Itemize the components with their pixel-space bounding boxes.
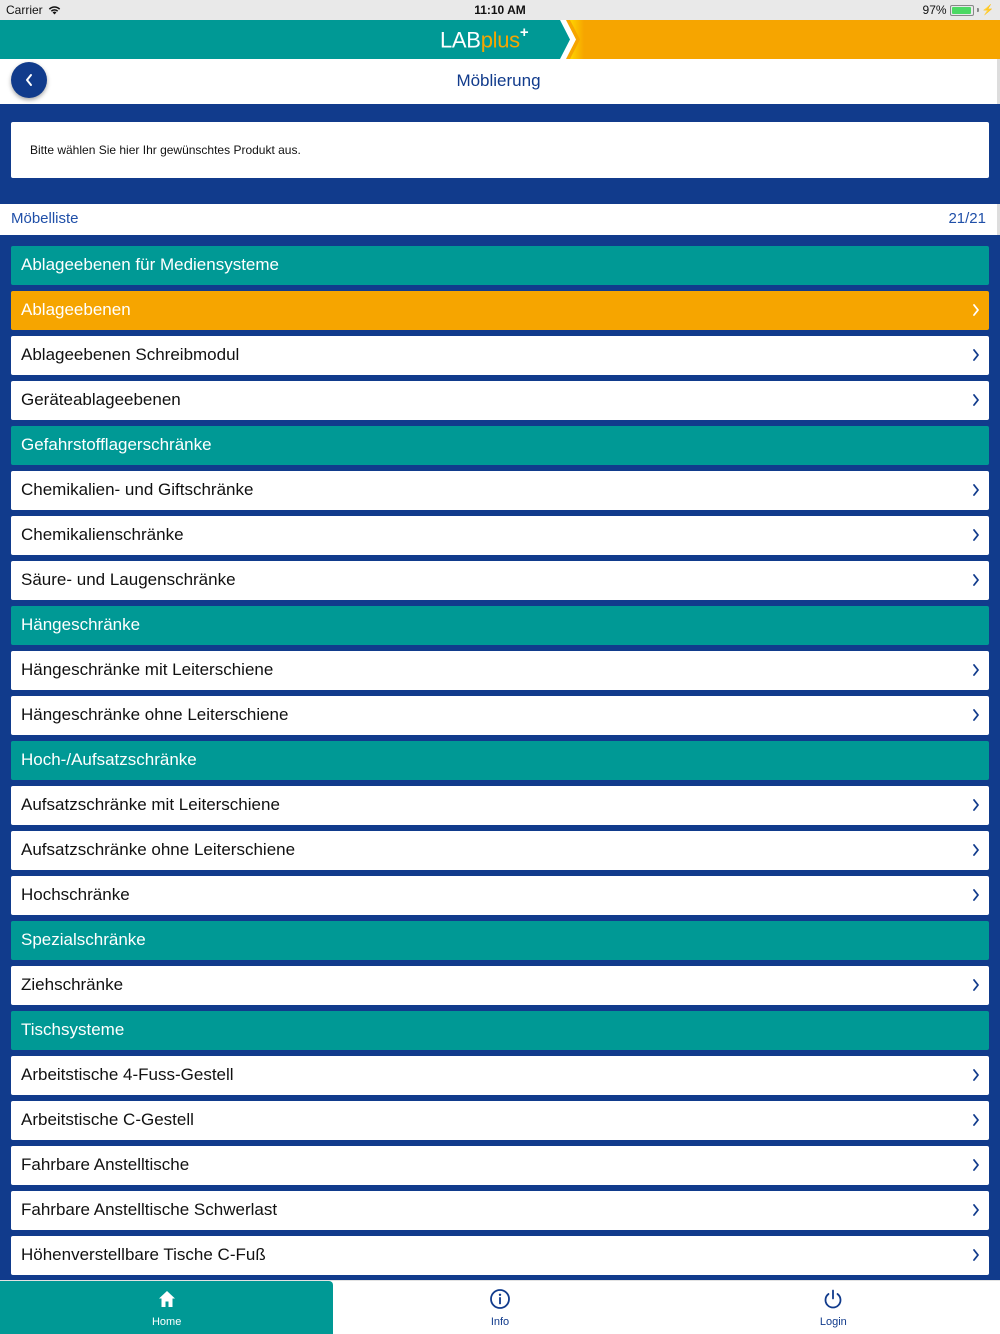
item-label: Geräteablageebenen	[21, 390, 181, 409]
item-label: Hängeschränke mit Leiterschiene	[21, 660, 274, 679]
chevron-right-icon	[971, 347, 981, 363]
item-label: Hängeschränke ohne Leiterschiene	[21, 705, 289, 724]
item-label: Aufsatzschränke mit Leiterschiene	[21, 795, 280, 814]
item-label: Fahrbare Anstelltische	[21, 1155, 190, 1174]
list-item[interactable]	[11, 291, 989, 330]
list-item[interactable]	[11, 561, 989, 600]
group-label: Gefahrstofflagerschränke	[21, 435, 212, 454]
tab-label: Login	[819, 1316, 847, 1328]
list-item[interactable]	[11, 1056, 989, 1095]
furniture-list	[11, 246, 989, 1281]
item-label: Arbeitstische C-Gestell	[21, 1110, 194, 1129]
chevron-right-icon	[971, 392, 981, 408]
item-label: Chemikalien- und Giftschränke	[21, 480, 254, 499]
list-group-header	[11, 1011, 989, 1050]
page-title: Möblierung	[456, 71, 541, 90]
item-label: Ablageebenen Schreibmodul	[21, 345, 240, 364]
chevron-right-icon	[971, 1202, 981, 1218]
list-group-header	[11, 606, 989, 645]
list-item[interactable]	[11, 1101, 989, 1140]
chevron-right-icon	[971, 842, 981, 858]
charging-icon: ⚡	[981, 4, 994, 16]
list-item[interactable]	[11, 1236, 989, 1275]
status-bar	[0, 0, 1000, 20]
list-title: Möbelliste	[11, 210, 79, 227]
list-header	[0, 204, 1000, 235]
group-label: Tischsysteme	[21, 1020, 125, 1039]
item-label: Arbeitstische 4-Fuss-Gestell	[21, 1065, 234, 1084]
instruction-text: Bitte wählen Sie hier Ihr gewünschtes Produkt aus.	[30, 143, 301, 157]
chevron-right-icon	[971, 482, 981, 498]
chevron-right-icon	[971, 572, 981, 588]
brand-bar	[0, 20, 1000, 59]
chevron-right-icon	[971, 797, 981, 813]
group-label: Hängeschränke	[21, 615, 141, 634]
list-item[interactable]	[11, 471, 989, 510]
item-label: Hochschränke	[21, 885, 130, 904]
battery	[923, 3, 994, 17]
chevron-right-icon	[971, 1247, 981, 1263]
list-item[interactable]	[11, 651, 989, 690]
carrier-label: Carrier	[6, 3, 43, 17]
item-label: Ziehschränke	[21, 975, 124, 994]
list-item[interactable]	[11, 786, 989, 825]
list-item[interactable]	[11, 696, 989, 735]
app-logo: LABplus+	[440, 24, 529, 53]
chevron-right-icon	[971, 1157, 981, 1173]
list-item[interactable]	[11, 1146, 989, 1185]
list-item[interactable]	[11, 876, 989, 915]
list-item[interactable]	[11, 831, 989, 870]
chevron-right-icon	[971, 887, 981, 903]
info-icon	[489, 1288, 511, 1310]
item-label: Höhenverstellbare Tische C-Fuß	[21, 1245, 266, 1264]
item-label: Säure- und Laugenschränke	[21, 570, 236, 589]
tab-home[interactable]	[0, 1281, 333, 1334]
item-label: Chemikalienschränke	[21, 525, 184, 544]
list-item[interactable]	[11, 381, 989, 420]
chevron-right-icon	[971, 1112, 981, 1128]
chevron-right-icon	[971, 1067, 981, 1083]
list-item[interactable]	[11, 1191, 989, 1230]
list-group-header	[11, 426, 989, 465]
tab-label: Home	[151, 1316, 182, 1328]
item-label: Aufsatzschränke ohne Leiterschiene	[21, 840, 296, 859]
group-label: Spezialschränke	[21, 930, 146, 949]
list-group-header	[11, 921, 989, 960]
chevron-right-icon	[971, 977, 981, 993]
tab-info[interactable]	[333, 1281, 666, 1334]
tab-login[interactable]	[667, 1281, 1000, 1334]
group-label: Hoch-/Aufsatzschränke	[21, 750, 197, 769]
chevron-right-icon	[971, 527, 981, 543]
battery-percent: 97%	[922, 3, 947, 17]
list-item[interactable]	[11, 336, 989, 375]
list-group-header	[11, 246, 989, 285]
clock: 11:10 AM	[474, 3, 526, 17]
chevron-right-icon	[971, 662, 981, 678]
group-label: Ablageebenen für Mediensysteme	[21, 255, 279, 274]
item-label: Fahrbare Anstelltische Schwerlast	[21, 1200, 278, 1219]
item-label: Ablageebenen	[21, 300, 131, 319]
tab-bar	[0, 1280, 1000, 1334]
chevron-right-icon	[971, 707, 981, 723]
list-count: 21/21	[948, 210, 986, 227]
instruction-box	[11, 122, 989, 178]
nav-bar	[0, 59, 1000, 104]
chevron-right-icon	[971, 302, 981, 318]
home-icon	[156, 1288, 178, 1310]
list-group-header	[11, 741, 989, 780]
list-item[interactable]	[11, 516, 989, 555]
list-item[interactable]	[11, 966, 989, 1005]
tab-label: Info	[490, 1316, 510, 1328]
battery-icon	[950, 5, 974, 16]
power-icon	[822, 1288, 844, 1310]
